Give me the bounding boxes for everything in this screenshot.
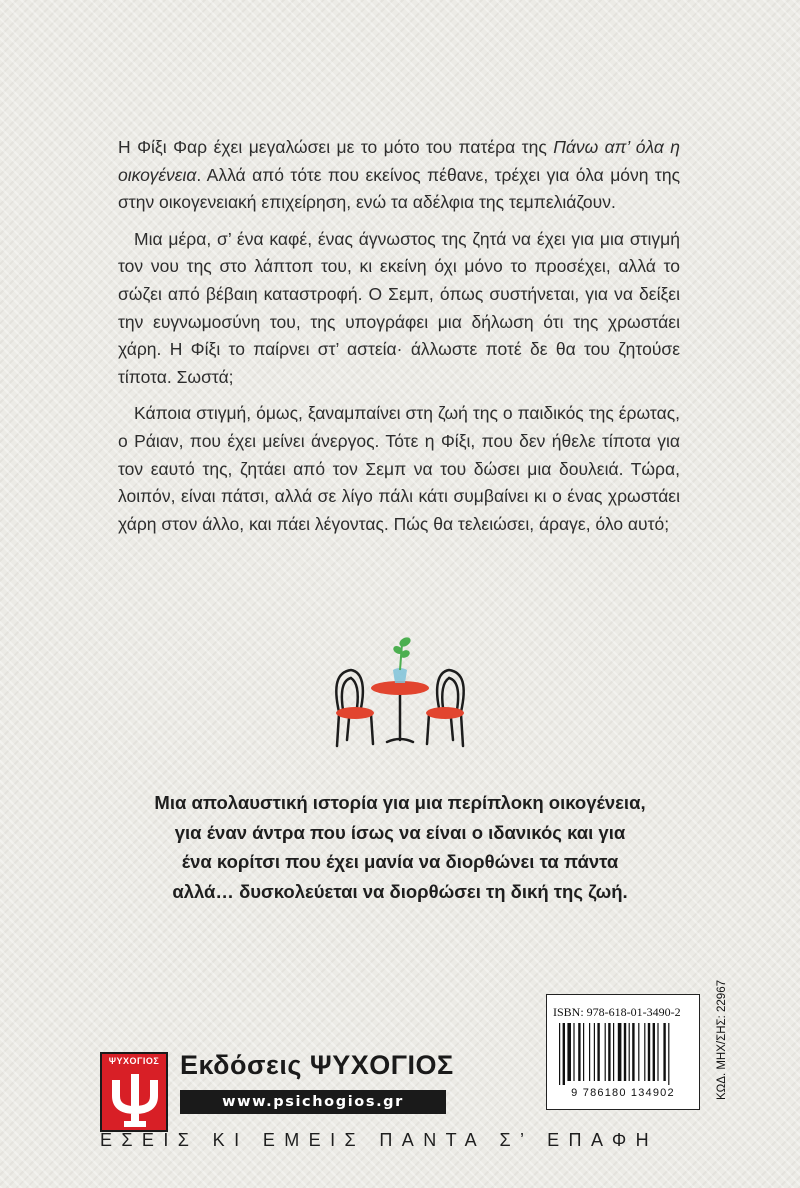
publisher-logo [100, 1052, 168, 1132]
tagline-line-2: για έναν άντρα που ίσως να είναι ο ιδανικός και για [174, 821, 626, 843]
left-chair-seat [336, 707, 374, 719]
right-chair-seat [426, 707, 464, 719]
plant [393, 637, 411, 670]
barcode-box [546, 994, 700, 1110]
back-cover-blurb [118, 134, 680, 547]
vase [393, 668, 407, 683]
publisher-slogan: ΕΣΕΙΣ ΚΙ ΕΜΕΙΣ ΠΑΝΤΑ Σ’ ΕΠΑΦΗ [100, 1130, 658, 1150]
tagline-line-4: αλλά… δυσκολεύεται να διορθώσει τη δική της ζωή. [172, 880, 628, 902]
blurb-paragraph-1: Η Φίξι Φαρ έχει μεγαλώσει με το μότο του πατέρα της Πάνω απ’ όλα η οικογένεια. Αλλά από τότε που εκείνος πέθανε, τρέχει για όλα μόνη της στην οικογενειακή επιχείρηση, ενώ τα αδέλφια της τεμπελιάζουν. [118, 137, 680, 213]
machine-code: ΚΩΔ. ΜΗΧ/ΣΗΣ: 22967 [716, 980, 728, 1100]
psi-icon [108, 1070, 162, 1128]
tagline-line-3: ένα κορίτσι που έχει μανία να διορθώνει τα πάντα [181, 851, 619, 872]
barcode-digits: 9 786180 134902 [571, 1087, 675, 1099]
cafe-table [387, 692, 413, 742]
tagline-line-1: Μια απολαυστική ιστορία για μια περίπλοκη οικογένεια, [154, 792, 646, 813]
isbn-label: ISBN: 978-618-01-3490-2 [553, 1005, 681, 1019]
table-top [371, 681, 429, 695]
publisher-name: Εκδόσεις ΨΥΧΟΓΙΟΣ [180, 1050, 454, 1080]
blurb-paragraph-3: Κάποια στιγμή, όμως, ξαναμπαίνει στη ζωή της ο παιδικός της έρωτας, ο Ράιαν, που έχει μείνει άνεργος. Τότε η Φίξι, που δεν ήθελε τίποτα για τον εαυτό της, ζητάει από τον Σεμπ να του δώσει μια δουλειά. Τώρα, λοιπόν, είναι πάτσι, αλλά σε λίγο πάλι κάτι συμβαίνει κι ο ένας χρωστάει χάρη στον άλλο, και πάει λέγοντας. Πώς θα τελειώσει, άραγε, όλο αυτό; [118, 403, 680, 534]
barcode-icon [557, 1023, 691, 1085]
publisher-logo-text: ΨΥΧΟΓΙΟΣ [108, 1056, 160, 1066]
tagline [100, 788, 700, 906]
blurb-paragraph-2: Μια μέρα, σ’ ένα καφέ, ένας άγνωστος της ζητά να έχει για μια στιγμή τον νου της στο λάπτοπ του, κι εκείνη όχι μόνο το προσέχει, αλλά το σώζει από βέβαιη καταστροφή. Ο Σεμπ, όπως συστήνεται, για να δείξει την ευγνωμοσύνη του, της υπογράφει μια δήλωση ότι της χρωστάει χάρη. Η Φίξι το παίρνει στ’ αστεία· άλλωστε ποτέ δε θα του ζητούσε τίποτα. Σωστά; [118, 228, 680, 387]
family-motto: Πάνω απ’ όλα η οικογένεια [118, 137, 680, 185]
publisher-website[interactable]: www.psichogios.gr [180, 1090, 446, 1114]
cafe-table-chairs-icon [325, 630, 475, 750]
